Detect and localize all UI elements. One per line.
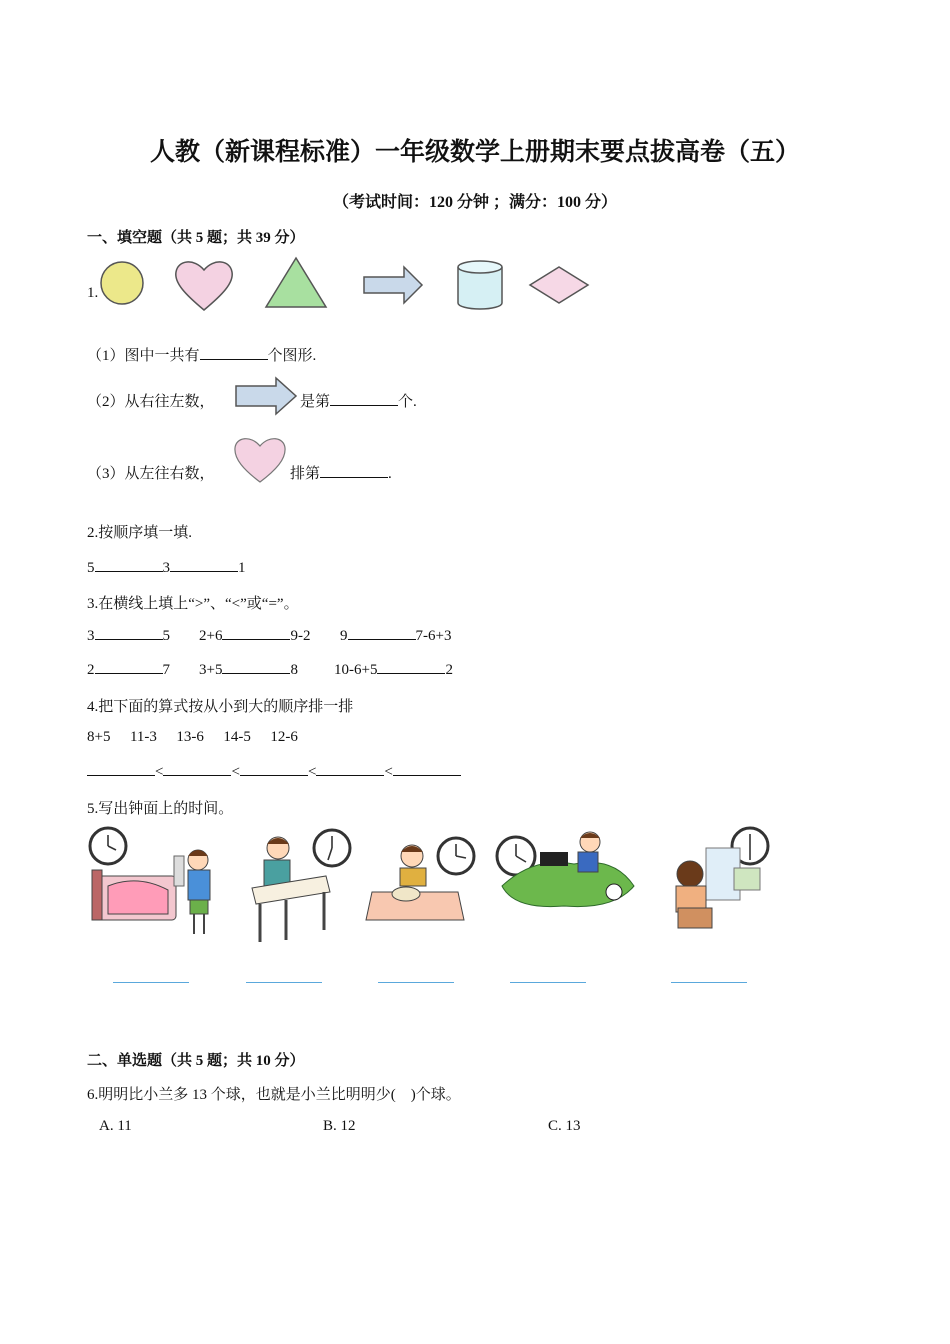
heart-icon [232, 432, 290, 486]
q1-number: 1. [87, 285, 99, 301]
answer-blank[interactable] [377, 661, 445, 674]
q3-row1-b: 2+6 9-2 [199, 628, 311, 644]
answer-blank[interactable] [95, 661, 163, 674]
q3-row1-c: 9 7-6+3 [340, 628, 452, 644]
answer-blank[interactable] [95, 627, 163, 640]
answer-blank[interactable] [393, 763, 461, 776]
q2-sequence: 5 3 1 [87, 560, 246, 576]
scene-wake-up [88, 826, 228, 944]
expression: 12-6 [270, 729, 298, 745]
expression: 11-3 [129, 729, 157, 745]
answer-blank[interactable] [222, 661, 290, 674]
q3-prompt: 3.在横线上填上“>”、“<”或“=”。 [87, 596, 299, 612]
q4-prompt: 4.把下面的算式按从小到大的顺序排一排 [87, 699, 354, 715]
clock-icon [438, 838, 474, 874]
q6-prompt: 6.明明比小兰多 13 个球，也就是小兰比明明少( )个球。 [87, 1087, 461, 1103]
clock-icon [314, 830, 350, 866]
answer-blank[interactable] [240, 763, 308, 776]
q6-option-b[interactable]: B. 12 [323, 1118, 356, 1134]
q2-prompt: 2.按顺序填一填. [87, 525, 193, 541]
section-heading-choice: 二、单选题（共 5 题；共 10 分） [87, 1053, 305, 1069]
q4-answer-row: < < < < [87, 763, 461, 781]
q1-sub2-rest: 是第 个. [300, 394, 417, 410]
answer-blank[interactable] [170, 559, 238, 572]
scene-lunch [362, 826, 478, 926]
time-answer-blank[interactable] [113, 982, 189, 983]
time-answer-blank[interactable] [378, 982, 454, 983]
time-answer-blank[interactable] [246, 982, 322, 983]
answer-blank[interactable] [95, 559, 163, 572]
q1-sub3-text: （3）从左往右数， [87, 466, 215, 482]
answer-blank[interactable] [316, 763, 384, 776]
heart-icon [176, 262, 232, 310]
scene-evening [668, 826, 778, 936]
arrow-icon [234, 376, 300, 416]
triangle-icon [266, 258, 326, 307]
diamond-icon [530, 267, 588, 303]
q1-sub1: （1）图中一共有 个图形. [87, 348, 317, 364]
q3-row2-c: 10-6+5 2 [334, 662, 453, 678]
q3-row1: 3 5 [87, 628, 170, 644]
answer-blank[interactable] [200, 347, 268, 360]
q6-option-a[interactable]: A. 11 [99, 1118, 132, 1134]
clock-icon [90, 828, 126, 864]
scene-homework [244, 826, 359, 944]
arrow-icon [364, 267, 422, 303]
answer-blank[interactable] [320, 465, 388, 478]
q6-option-c[interactable]: C. 13 [548, 1118, 581, 1134]
expression: 13-6 [176, 729, 204, 745]
q1-sub2-text: （2）从右往左数， [87, 394, 215, 410]
expression: 14-5 [223, 729, 251, 745]
page-title: 人教（新课程标准）一年级数学上册期末要点拔高卷（五） [149, 139, 800, 166]
scene-play-ball [494, 826, 636, 912]
answer-blank[interactable] [348, 627, 416, 640]
q4-items [87, 729, 298, 746]
q5-prompt: 5.写出钟面上的时间。 [87, 801, 234, 817]
q1-sub3-rest: 排第 . [290, 466, 392, 482]
answer-blank[interactable] [163, 763, 231, 776]
answer-blank[interactable] [222, 627, 290, 640]
section-heading-fill: 一、填空题（共 5 题；共 39 分） [87, 230, 305, 246]
cylinder-icon [458, 261, 502, 309]
circle-icon [101, 262, 143, 304]
time-answer-blank[interactable] [671, 982, 747, 983]
q3-row2-b: 3+5 8 [199, 662, 298, 678]
q3-row2: 2 7 [87, 662, 170, 678]
expression: 8+5 [87, 729, 111, 745]
answer-blank[interactable] [87, 763, 155, 776]
answer-blank[interactable] [330, 393, 398, 406]
exam-info: （考试时间：120 分钟 ；满分：100 分） [332, 194, 617, 211]
time-answer-blank[interactable] [510, 982, 586, 983]
q1-shapes [98, 255, 598, 317]
